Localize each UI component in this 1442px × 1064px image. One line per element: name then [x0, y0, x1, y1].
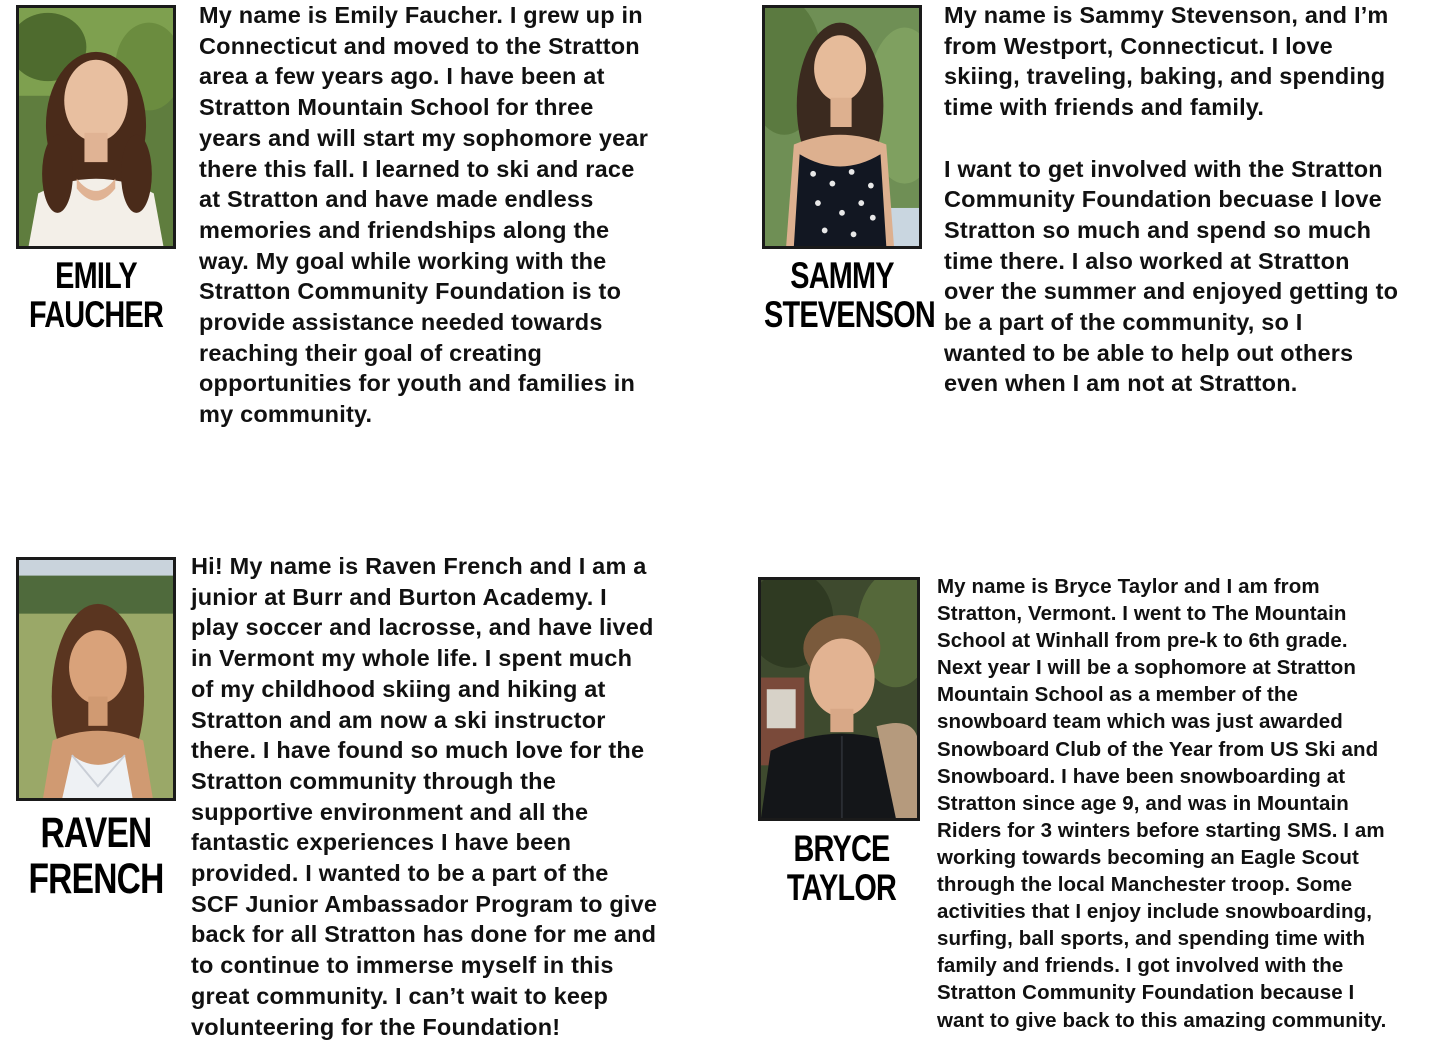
last-name: TAYLOR — [786, 867, 897, 908]
profile-bio-bryce-taylor: My name is Bryce Taylor and I am from Stratton, Vermont. I went to The Mountain School at Winhall from pre-k to 6th grade. Next year I will be a sophomore at Stratton Mountain School as a member of the snowboard team which was just awarded Snowboard Club of the Year from US Ski and Snowboard. I have been snowboarding at Stratton since age 9, and was in Mountain Riders for 3 winters before starting SMS. I am working towards becoming an Eagle Scout through the local Manchester troop. Some activities that I enjoy include snowboarding, surfing, ball sports, and spending time with family and friends. I got involved with the Stratton Community Foundation because I want to give back to this amazing community. — [937, 575, 1387, 1032]
portrait-photo-sammy-stevenson — [762, 5, 922, 249]
profile-bio-raven-french: Hi! My name is Raven French and I am a junior at Burr and Burton Academy. I play soccer and lacrosse, and have lived in Vermont my whole life. I spent much of my childhood skiing and hiking at Stratton and am now a ski instructor there. I have found so much love for the Stratton community through the supportive environment and all the fantastic experiences I have been provided. I wanted to be a part of the SCF Junior Ambassador Program to give back for all Stratton has done for me and to continue to immerse myself in this great community. I can’t wait to keep volunteering for the Foundation! — [191, 553, 658, 1040]
last-name: STEVENSON — [764, 294, 935, 335]
last-name: FAUCHER — [28, 294, 164, 335]
first-name: SAMMY — [790, 255, 894, 296]
profile-name-emily-faucher — [26, 256, 166, 334]
profile-name-raven-french — [26, 810, 166, 902]
portrait-photo-emily-faucher — [16, 5, 176, 249]
last-name: FRENCH — [28, 855, 164, 903]
first-name: BRYCE — [793, 828, 890, 869]
profile-bio-sammy-stevenson: My name is Sammy Stevenson, and I’m from Westport, Connecticut. I love skiing, traveling, baking, and spending time with friends and family. I want to get involved with the Stratton Community Foundation becuase I love Stratton so much and spend so much time there. I also worked at Stratton over the summer and enjoyed getting to be a part of the community, so I wanted to be able to help out others even when I am not at Stratton. — [944, 2, 1399, 397]
profile-bio-emily-faucher: My name is Emily Faucher. I grew up in Connecticut and moved to the Stratton area a few years ago. I have been at Stratton Mountain School for three years and will start my sophomore year there this fall. I learned to ski and race at Stratton and have made endless memories and friendships along the way. My goal while working with the Stratton Community Foundation is to provide assistance needed towards reaching their goal of creating opportunities for youth and families in my community. — [199, 2, 649, 428]
profile-name-bryce-taylor — [773, 829, 910, 907]
portrait-photo-raven-french — [16, 557, 176, 801]
portrait-photo-bryce-taylor — [758, 577, 920, 821]
profile-name-sammy-stevenson — [764, 255, 935, 335]
first-name: RAVEN — [40, 809, 152, 857]
first-name: EMILY — [55, 255, 137, 296]
